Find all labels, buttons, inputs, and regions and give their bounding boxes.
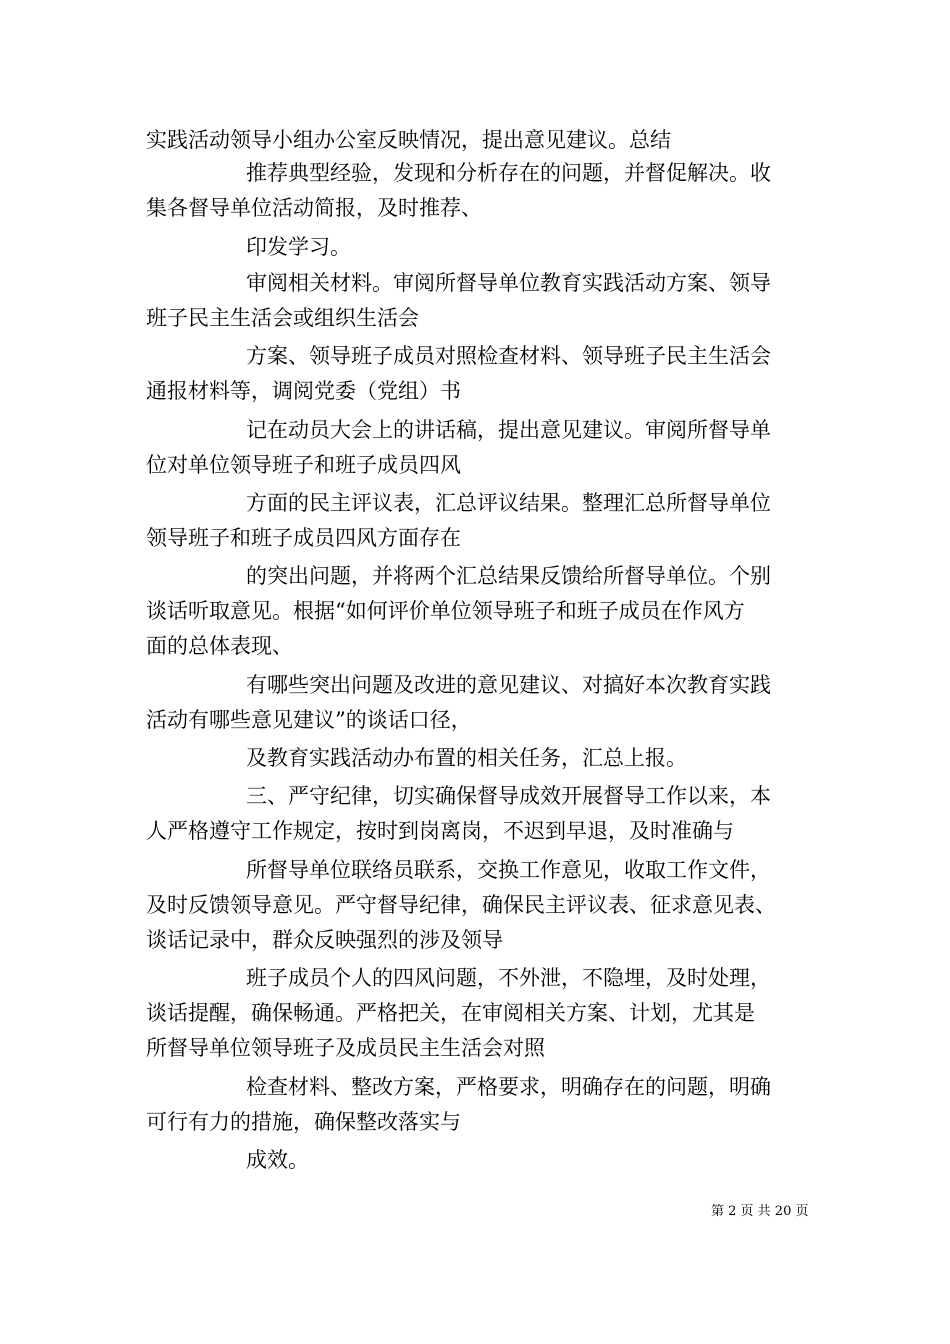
page-number-footer: 第 2 页 共 20 页	[711, 1204, 809, 1219]
text-line: 方面的民主评议表，汇总评议结果。整理汇总所督导单位	[246, 491, 771, 515]
text-line: 三、严守纪律，切实确保督导成效开展督导工作以来，本	[246, 784, 771, 808]
text-line: 谈话记录中，群众反映强烈的涉及领导	[146, 928, 503, 952]
text-line: 及时反馈领导意见。严守督导纪律，确保民主评议表、征求意见表、	[146, 893, 776, 917]
text-line: 印发学习。	[246, 235, 351, 259]
text-line: 审阅相关材料。审阅所督导单位教育实践活动方案、领导	[246, 271, 771, 295]
text-line: 及教育实践活动办布置的相关任务，汇总上报。	[246, 746, 687, 770]
text-line: 活动有哪些意见建议”的谈话口径，	[146, 708, 472, 732]
text-line: 集各督导单位活动简报，及时推荐、	[146, 196, 482, 220]
text-line: 记在动员大会上的讲话稿，提出意见建议。审阅所督导单	[246, 418, 771, 442]
text-line: 所督导单位联络员联系，交换工作意见，收取工作文件，	[246, 858, 771, 882]
text-line: 所督导单位领导班子及成员民主生活会对照	[146, 1036, 545, 1060]
text-line: 检查材料、整改方案，严格要求，明确存在的问题，明确	[246, 1075, 771, 1099]
text-line: 谈话提醒，确保畅通。严格把关，在审阅相关方案、计划，尤其是	[146, 1001, 755, 1025]
text-line: 班子民主生活会或组织生活会	[146, 306, 419, 330]
text-line: 人严格遵守工作规定，按时到岗离岗，不迟到早退，及时准确与	[146, 819, 734, 843]
text-line: 有哪些突出问题及改进的意见建议、对搞好本次教育实践	[246, 673, 771, 697]
text-line: 通报材料等，调阅党委（党组）书	[146, 379, 461, 403]
text-line: 的突出问题，并将两个汇总结果反馈给所督导单位。个别	[246, 564, 771, 588]
text-line: 方案、领导班子成员对照检查材料、领导班子民主生活会	[246, 344, 771, 368]
text-line: 领导班子和班子成员四风方面存在	[146, 526, 461, 550]
text-line: 面的总体表现、	[146, 634, 293, 658]
text-line: 位对单位领导班子和班子成员四风	[146, 453, 461, 477]
text-line: 推荐典型经验，发现和分析存在的问题，并督促解决。收	[246, 161, 771, 185]
text-line: 可行有力的措施，确保整改落实与	[146, 1110, 461, 1134]
text-line: 班子成员个人的四风问题，不外泄，不隐埋，及时处理，	[246, 966, 771, 990]
text-line: 谈话听取意见。根据“如何评价单位领导班子和班子成员在作风方	[146, 599, 745, 623]
text-line: 实践活动领导小组办公室反映情况，提出意见建议。总结	[146, 128, 671, 152]
text-line: 成效。	[246, 1148, 309, 1172]
